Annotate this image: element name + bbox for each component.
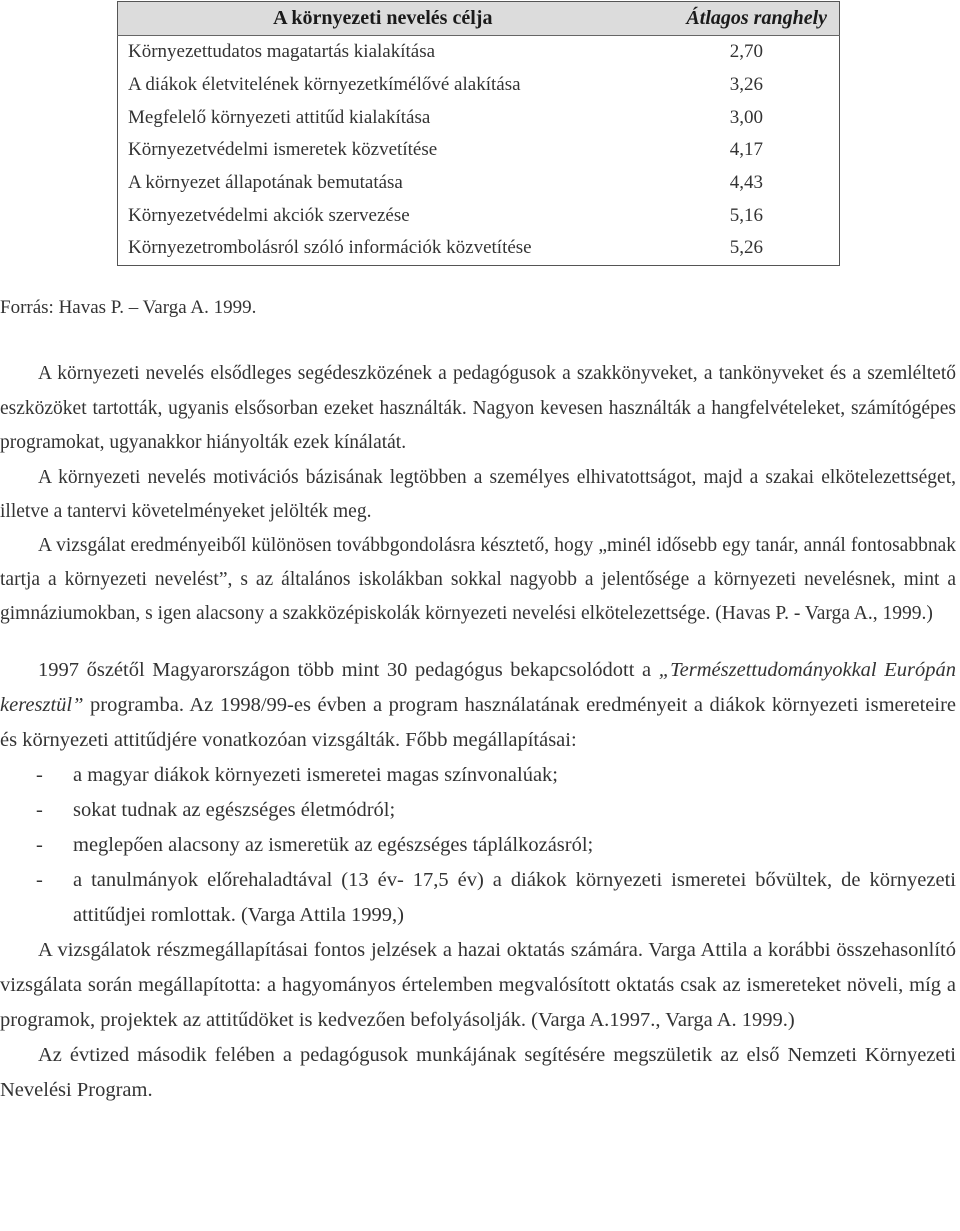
goal-cell: Környezetrombolásról szóló információk közvetítése (128, 237, 532, 259)
header-goal: A környezeti nevelés célja (118, 2, 648, 36)
ranking-table (117, 1, 840, 266)
rank-cell: 3,26 (729, 74, 763, 96)
rank-cell: 5,26 (729, 237, 763, 259)
findings-list (0, 758, 956, 933)
paragraph-5: A vizsgálatok részmegállapításai fontos jelzések a hazai oktatás számára. Varga Attila a korábbi összehasonlító vizsgálata során megállapította: a hagyományos értelemben megvalósított oktatás csak az ismereteket növeli, míg a programok, projektek az attitűdöket is kedvezően befolyásolják. (Varga A.1997., Varga A. 1999.) (0, 938, 956, 1031)
paragraph-3: A vizsgálat eredményeiből különösen továbbgondolásra késztető, hogy „minél idősebb egy tanár, annál fontosabbnak tartja a környezeti nevelést”, s az általános iskolákban sokkal nagyobb a jelentősége a környezeti nevelésnek, mint a gimnáziumokban, s igen alacsony a szakközépiskolák környezeti nevelési elkötelezettsége. (Havas P. - Varga A., 1999.) (0, 534, 956, 624)
table-row (118, 101, 840, 134)
table-header-row (118, 2, 840, 36)
table-row (118, 36, 840, 69)
header-rank: Átlagos ranghely (648, 2, 840, 36)
goal-cell: Környezetvédelmi akciók szervezése (128, 204, 410, 226)
list-item (0, 758, 956, 793)
body-text (0, 357, 956, 1108)
list-item-text: a tanulmányok előrehaladtával (13 év- 17,5 év) a diákok környezeti ismeretei bővültek, de környezeti attitűdjei romlottak. (Varga Attila 1999,) (73, 868, 956, 926)
list-dash: - (36, 763, 43, 786)
list-dash: - (36, 833, 43, 856)
list-item (0, 793, 956, 828)
list-item-text: sokat tudnak az egészséges életmódról; (73, 798, 396, 821)
paragraph-4-start: 1997 őszétől Magyarországon több mint 30 pedagógus bekapcsolódott a (38, 658, 659, 681)
paragraph-2: A környezeti nevelés motivációs bázisának legtöbben a személyes elhivatottságot, majd a szakai elkötelezettséget, illetve a tantervi követelményeket jelölték meg. (0, 466, 956, 522)
goal-cell: A környezet állapotának bemutatása (128, 172, 403, 194)
list-item-text: a magyar diákok környezeti ismeretei magas színvonalúak; (73, 763, 558, 786)
list-item (0, 828, 956, 863)
list-item (0, 863, 956, 933)
goal-cell: Környezetvédelmi ismeretek közvetítése (128, 139, 438, 161)
goal-cell: Megfelelő környezeti attitűd kialakítása (128, 106, 431, 128)
table-row (118, 167, 840, 200)
table-row (118, 199, 840, 232)
table-row (118, 134, 840, 167)
rank-cell: 5,16 (729, 204, 763, 226)
table-body (118, 36, 840, 266)
rank-cell: 2,70 (729, 41, 763, 63)
table-row (118, 232, 840, 265)
paragraph-4-end: programba. Az 1998/99-es évben a program használatának eredményeit a diákok környezeti ismereteire és környezeti attitűdjére vonatkozóan vizsgálták. Főbb megállapításai: (0, 693, 956, 751)
paragraph-1: A környezeti nevelés elsődleges segédeszközének a pedagógusok a szakkönyveket, a tankönyveket és a szemléltető eszközöket tartották, ugyanis elsősorban ezeket használták. Nagyon kevesen használták a hangfelvételeket, számítógépes programokat, ugyanakkor hiányolták ezek kínálatát. (0, 363, 956, 453)
program-title: „Természettudományokkal Európán keresztül” (0, 658, 956, 716)
list-item-text: meglepően alacsony az ismeretük az egészséges táplálkozásról; (73, 833, 594, 856)
goal-cell: A diákok életvitelének környezetkímélővé alakítása (128, 74, 521, 96)
list-dash: - (36, 798, 43, 821)
goal-cell: Környezettudatos magatartás kialakítása (128, 41, 436, 63)
table-source: Forrás: Havas P. – Varga A. 1999. (0, 297, 257, 318)
paragraph-4 (0, 653, 956, 758)
paragraph-6: Az évtized második felében a pedagógusok munkájának segítésére megszületik az első Nemzeti Környezeti Nevelési Program. (0, 1043, 956, 1101)
rank-cell: 4,17 (729, 139, 763, 161)
rank-cell: 3,00 (729, 106, 763, 128)
table-row (118, 69, 840, 102)
rank-cell: 4,43 (729, 172, 763, 194)
list-dash: - (36, 868, 43, 891)
ranking-table-container (117, 1, 839, 266)
